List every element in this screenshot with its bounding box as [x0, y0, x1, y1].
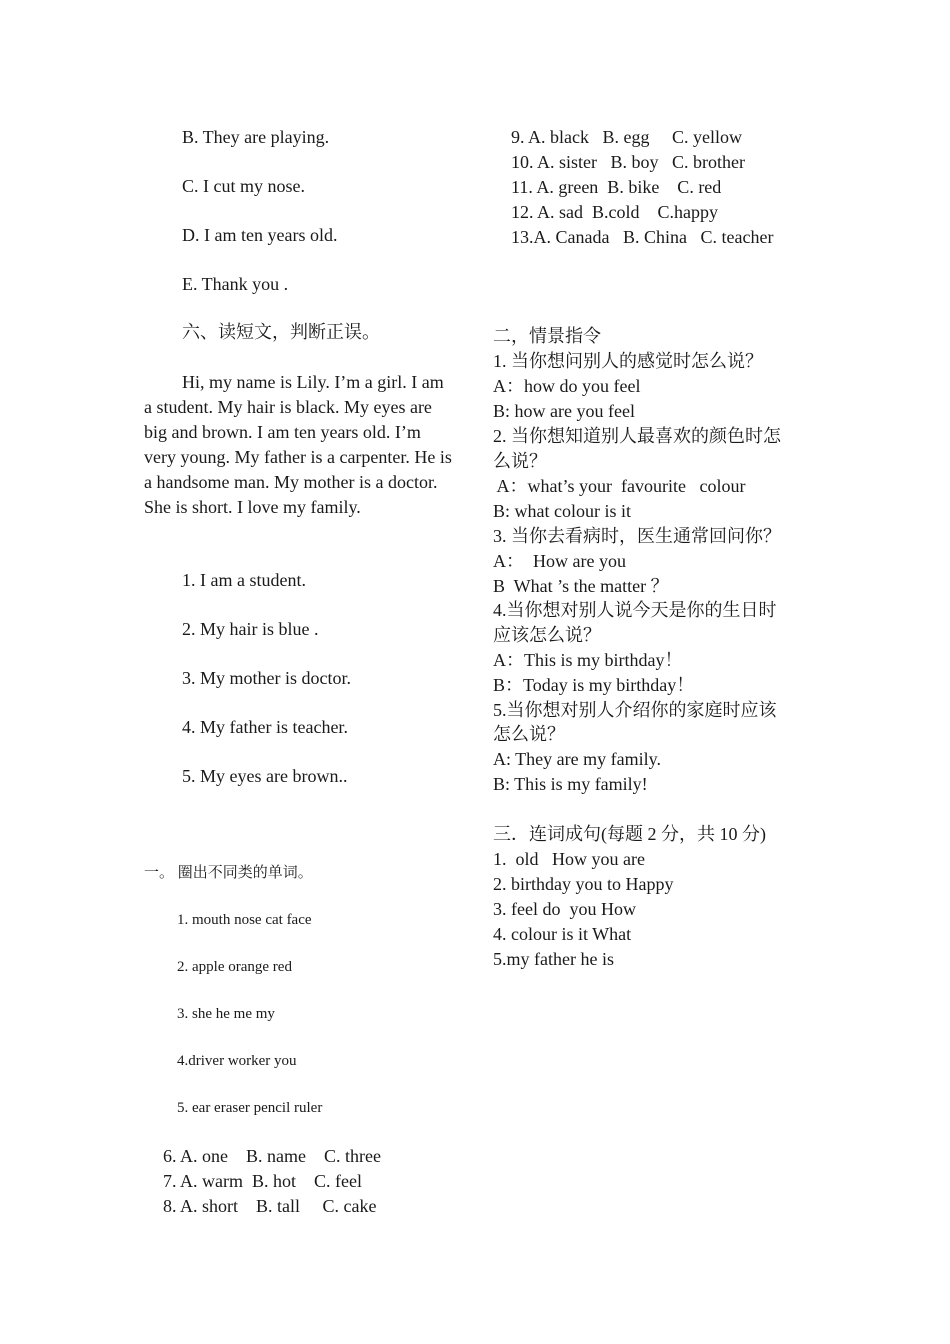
option-b: B. They are playing.	[182, 127, 330, 147]
scenario-line: 怎么说？	[493, 724, 565, 744]
scenario-line: B: how are you feel	[493, 401, 635, 421]
odd-one-out-2: 2. apple orange red	[177, 959, 292, 975]
odd-one-out-3: 3. she he me my	[177, 1006, 275, 1022]
odd-one-out-4: 4.driver worker you	[177, 1053, 297, 1069]
scenario-line: 5.当你想对别人介绍你的家庭时应该	[493, 700, 777, 720]
section3-title: 三．连词成句(每题 2 分，共 10 分)	[493, 824, 766, 844]
statement-3: 3. My mother is doctor.	[182, 668, 351, 688]
odd-one-out-1: 1. mouth nose cat face	[177, 912, 312, 928]
section1-title: 一。 圈出不同类的单词。	[144, 865, 313, 881]
scenario-line: 么说？	[493, 451, 547, 471]
scenario-line: A：what’s your favourite colour	[493, 476, 746, 496]
choice-12: 12. A. sad B.cold C.happy	[511, 202, 718, 222]
choice-10: 10. A. sister B. boy C. brother	[511, 152, 745, 172]
word-order-4: 4. colour is it What	[493, 924, 632, 944]
scenario-line: 4.当你想对别人说今天是你的生日时	[493, 600, 777, 620]
choice-11: 11. A. green B. bike C. red	[511, 177, 722, 197]
scenario-line: B: what colour is it	[493, 501, 631, 521]
choice-9: 9. A. black B. egg C. yellow	[511, 127, 742, 147]
scenario-line: B：Today is my birthday！	[493, 675, 695, 695]
scenario-line: A：This is my birthday！	[493, 650, 683, 670]
odd-one-out-5: 5. ear eraser pencil ruler	[177, 1100, 323, 1116]
choice-13: 13.A. Canada B. China C. teacher	[511, 227, 774, 247]
scenario-line: B What ’s the matter ？	[493, 576, 669, 596]
option-e: E. Thank you .	[182, 274, 289, 294]
word-order-3: 3. feel do you How	[493, 899, 636, 919]
statement-1: 1. I am a student.	[182, 570, 306, 590]
section6-title: 六、读短文，判断正误。	[182, 322, 380, 342]
reading-passage: Hi, my name is Lily. I’m a girl. I am a student. My hair is black. My eyes are big and brown. I am ten years old. I’m very young. My father is a carpenter. He is a handsome man. My mother is a doctor. She is short. I love my family.	[144, 372, 452, 517]
scenario-line: 应该怎么说？	[493, 625, 601, 645]
choice-7: 7. A. warm B. hot C. feel	[163, 1171, 362, 1191]
scenario-line: A： How are you	[493, 551, 626, 571]
statement-5: 5. My eyes are brown..	[182, 766, 348, 786]
scenario-line: 2. 当你想知道别人最喜欢的颜色时怎	[493, 426, 781, 446]
scenario-line: A：how do you feel	[493, 376, 641, 396]
word-order-1: 1. old How you are	[493, 849, 645, 869]
section2-title: 二，情景指令	[493, 326, 601, 346]
scenario-line: A: They are my family.	[493, 749, 661, 769]
option-c: C. I cut my nose.	[182, 176, 305, 196]
scenario-line: 1. 当你想问别人的感觉时怎么说？	[493, 351, 763, 371]
statement-4: 4. My father is teacher.	[182, 717, 348, 737]
word-order-5: 5.my father he is	[493, 949, 614, 969]
choice-8: 8. A. short B. tall C. cake	[163, 1196, 377, 1216]
choice-6: 6. A. one B. name C. three	[163, 1146, 381, 1166]
option-d: D. I am ten years old.	[182, 225, 338, 245]
scenario-line: 3. 当你去看病时，医生通常回问你？	[493, 526, 781, 546]
scenario-line: B: This is my family!	[493, 774, 648, 794]
statement-2: 2. My hair is blue .	[182, 619, 319, 639]
word-order-2: 2. birthday you to Happy	[493, 874, 674, 894]
